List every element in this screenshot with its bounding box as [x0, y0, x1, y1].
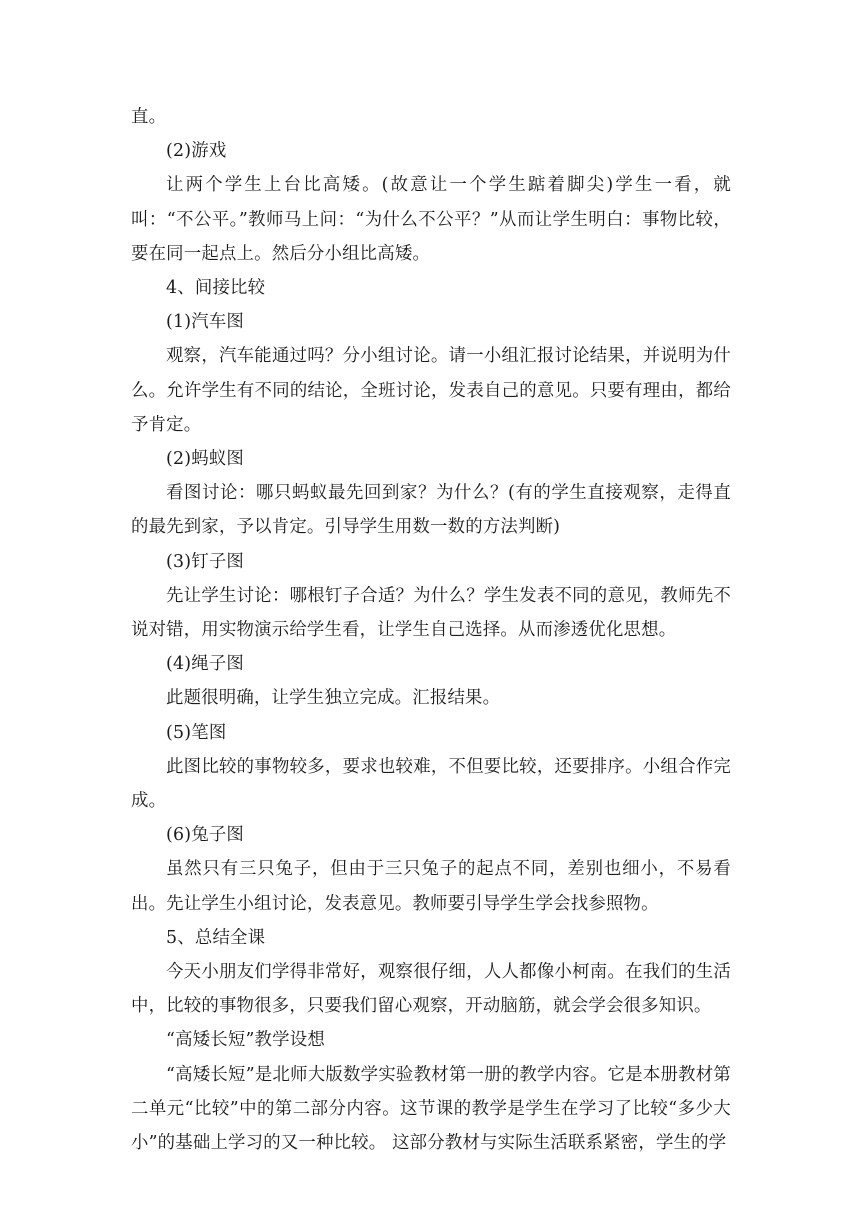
- subheading-game: (2)游戏: [166, 141, 227, 162]
- document-page: [131, 100, 731, 1160]
- paragraph: “高矮长短”是北师大版数学实验教材第一册的教学内容。它是本册教材第二单元“比较”中的第二部分内容。这节课的教学是学生在学习了比较“多少大小”的基础上学习的又一种比较。 这部分教材与实际生活联系紧密，学生的学: [131, 1064, 731, 1154]
- section-heading-teaching-concept: “高矮长短”教学设想: [166, 1030, 325, 1051]
- subheading-pen-picture: (5)笔图: [166, 722, 227, 743]
- paragraph: 今天小朋友们学得非常好，观察很仔细，人人都像小柯南。在我们的生活中，比较的事物很多，只要我们留心观察，开动脑筋，就会学会很多知识。: [131, 962, 731, 1017]
- paragraph: 虽然只有三只兔子，但由于三只兔子的起点不同，差别也细小，不易看出。先让学生小组讨论，发表意见。教师要引导学生学会找参照物。: [131, 859, 731, 914]
- paragraph: 看图讨论：哪只蚂蚁最先回到家？为什么？(有的学生直接观察，走得直的最先到家，予以肯定。引导学生用数一数的方法判断): [131, 483, 731, 538]
- paragraph: 让两个学生上台比高矮。(故意让一个学生踮着脚尖)学生一看，就叫：“不公平。”教师马上问：“为什么不公平？”从而让学生明白：事物比较，要在同一起点上。然后分小组比高矮。: [131, 175, 731, 264]
- subheading-rope-picture: (4)绳子图: [166, 654, 245, 675]
- paragraph: 此题很明确，让学生独立完成。汇报结果。: [166, 688, 501, 709]
- paragraph: 直。: [131, 107, 167, 127]
- section-heading-summary: 5、总结全课: [166, 927, 266, 948]
- subheading-rabbit-picture: (6)兔子图: [166, 825, 245, 846]
- paragraph: 先让学生讨论：哪根钉子合适？为什么？学生发表不同的意见，教师先不说对错，用实物演示给学生看，让学生自己选择。从而渗透优化思想。: [131, 585, 731, 641]
- section-heading-indirect-comparison: 4、间接比较: [166, 278, 266, 299]
- paragraph: 观察，汽车能通过吗？分小组讨论。请一小组汇报讨论结果，并说明为什么。允许学生有不同的结论，全班讨论，发表自己的意见。只要有理由，都给予肯定。: [131, 346, 731, 435]
- subheading-car-picture: (1)汽车图: [166, 312, 245, 333]
- paragraph: 此图比较的事物较多，要求也较难，不但要比较，还要排序。小组合作完成。: [131, 756, 731, 812]
- subheading-nail-picture: (3)钉子图: [166, 551, 245, 572]
- subheading-ant-picture: (2)蚂蚁图: [166, 449, 245, 470]
